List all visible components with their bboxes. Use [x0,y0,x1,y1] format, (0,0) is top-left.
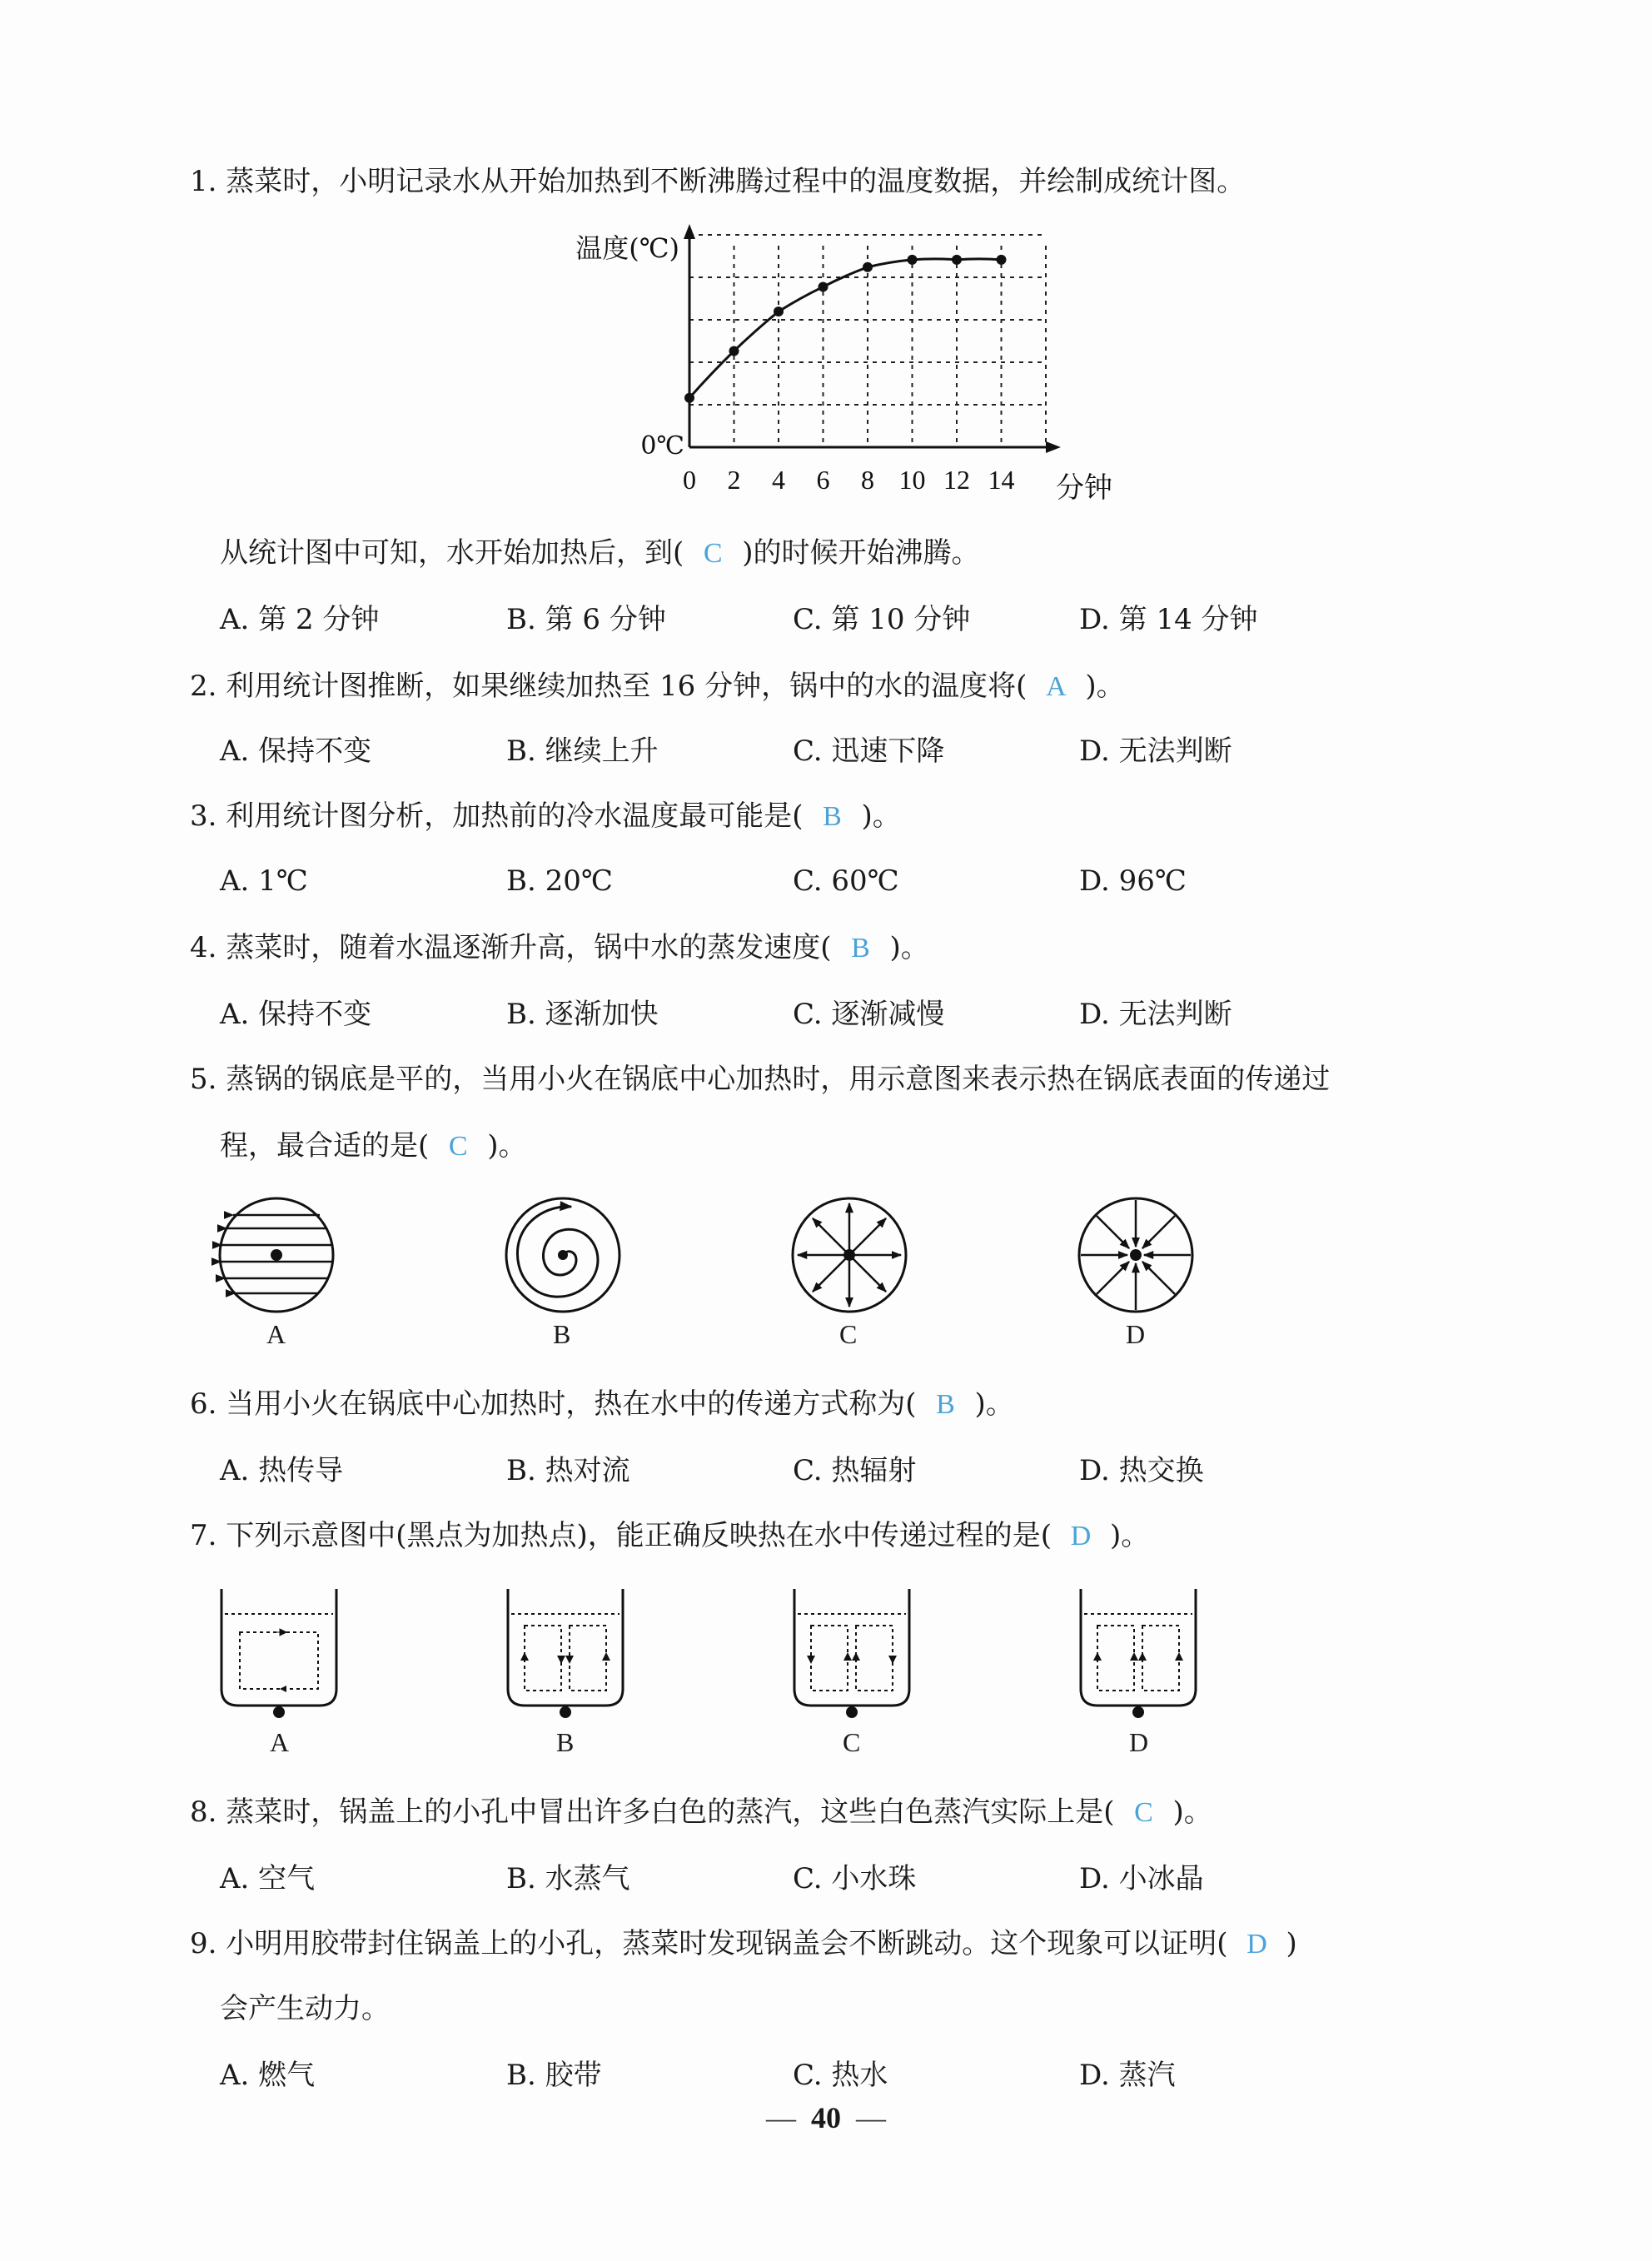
q5-figure-label-a: A [266,1319,286,1349]
q2-option-d: D. 无法判断 [1079,735,1232,768]
data-point [863,262,873,272]
q8-question: 8. 蒸菜时，锅盖上的小孔中冒出许多白色的蒸汽，这些白色蒸汽实际上是( C )。 [190,1794,1212,1831]
q9-option-d: D. 蒸汽 [1079,2059,1176,2092]
beaker-c [794,1589,909,1718]
q1-option-d: D. 第 14 分钟 [1079,603,1258,636]
q6-option-c: C. 热辐射 [793,1454,917,1487]
data-point [997,255,1007,265]
q5-figure-label-c: C [839,1319,858,1349]
beaker-a [221,1589,336,1718]
figure-a-horizontal-lines [220,1198,333,1312]
x-axis-arrow [1046,441,1061,453]
chart-series [684,255,1007,403]
chart-grid [689,235,1046,447]
q6-option-b: B. 热对流 [506,1454,630,1487]
q9-answer: D [1246,1929,1267,1960]
q4-answer: B [851,933,870,964]
q5-question: 程，最合适的是( C )。 [220,1128,527,1165]
q5-figure-label-d: D [1126,1319,1146,1349]
q3-question: 3. 利用统计图分析，加热前的冷水温度最可能是( B )。 [190,798,901,835]
q4-option-d: D. 无法判断 [1079,998,1232,1031]
q7-figure-label-c: C [843,1727,861,1757]
q1-option-c: C. 第 10 分钟 [793,603,971,636]
q7-answer: D [1070,1521,1092,1551]
q7-figure-label-b: B [556,1727,575,1757]
x-axis-label: 分钟 [1056,471,1112,505]
page-number: — 40 — [766,2101,886,2134]
q3-option-b: B. 20℃ [506,864,613,898]
q1-option-b: B. 第 6 分钟 [506,603,666,636]
data-point [774,306,784,316]
x-tick-label: 4 [772,465,785,495]
q3-option-c: C. 60℃ [793,864,899,898]
q6-option-d: D. 热交换 [1079,1454,1204,1487]
q6-answer: B [936,1389,955,1420]
y-axis-arrow [684,224,695,239]
q4-option-c: C. 逐渐减慢 [793,998,945,1031]
q7-figure-label-d: D [1129,1727,1149,1757]
x-tick-label: 2 [727,465,741,495]
q6-question: 6. 当用小火在锅底中心加热时，热在水中的传递方式称为( B )。 [190,1386,1014,1423]
q3-option-d: D. 96℃ [1079,864,1187,898]
q8-option-c: C. 小水珠 [793,1862,917,1895]
q8-option-b: B. 水蒸气 [506,1862,630,1895]
q7-figure-label-a: A [270,1727,290,1757]
chart-ticks [575,232,1112,505]
q1-answer: C [703,538,723,569]
data-point [684,393,694,403]
figure-d-radial-in [1079,1198,1192,1312]
y-origin-label: 0℃ [640,431,684,461]
q9-option-a: A. 燃气 [220,2059,316,2092]
q2-option-c: C. 迅速下降 [793,735,945,768]
data-point [908,255,918,265]
q7-question: 7. 下列示意图中(黑点为加热点)，能正确反映热在水中传递过程的是( D )。 [190,1517,1149,1555]
beaker-b [508,1589,623,1718]
data-point [952,255,962,265]
q9-question: 9. 小明用胶带封住锅盖上的小孔，蒸菜时发现锅盖会不断跳动。这个现象可以证明( D ) [190,1925,1297,1963]
chart-axes [684,224,1061,453]
q1-option-a: A. 第 2 分钟 [220,603,380,636]
q1-text: 1. 蒸菜时，小明记录水从开始加热到不断沸腾过程中的温度数据，并绘制成统计图。 [190,165,1246,198]
q2-option-b: B. 继续上升 [506,735,659,768]
q1-question: 从统计图中可知，水开始加热后，到( C )的时候开始沸腾。 [220,535,980,572]
q3-answer: B [823,801,842,832]
q8-option-d: D. 小冰晶 [1079,1862,1204,1895]
data-point [819,281,828,291]
figure-c-radial-out [793,1198,906,1312]
q2-option-a: A. 保持不变 [220,735,372,768]
q5-figure-label-b: B [553,1319,571,1349]
q8-answer: C [1134,1797,1153,1828]
q3-option-a: A. 1℃ [220,864,308,898]
q9-question-line2: 会产生动力。 [220,1992,390,2025]
q4-option-b: B. 逐渐加快 [506,998,659,1031]
x-tick-label: 10 [898,465,926,495]
q5-text-line1: 5. 蒸锅的锅底是平的，当用小火在锅底中心加热时，用示意图来表示热在锅底表面的传递过 [190,1063,1331,1096]
y-axis-label: 温度(℃) [575,232,679,264]
q2-question: 2. 利用统计图推断，如果继续加热至 16 分钟，锅中的水的温度将( A )。 [190,668,1125,705]
q4-option-a: A. 保持不变 [220,998,372,1031]
q6-option-a: A. 热传导 [220,1454,344,1487]
x-tick-label: 14 [988,465,1015,495]
x-tick-label: 8 [861,465,874,495]
q5-answer: C [448,1131,468,1162]
figure-b-spiral [506,1198,620,1312]
q8-option-a: A. 空气 [220,1862,316,1895]
q2-answer: A [1046,671,1067,702]
x-tick-label: 12 [943,465,970,495]
x-tick-label: 0 [683,465,696,495]
beaker-d [1081,1589,1196,1718]
q9-option-c: C. 热水 [793,2059,888,2092]
q4-question: 4. 蒸菜时，随着水温逐渐升高，锅中水的蒸发速度( B )。 [190,929,929,967]
data-point [729,346,739,356]
series-line [689,259,1002,398]
q9-option-b: B. 胶带 [506,2059,602,2092]
x-tick-label: 6 [816,465,830,495]
